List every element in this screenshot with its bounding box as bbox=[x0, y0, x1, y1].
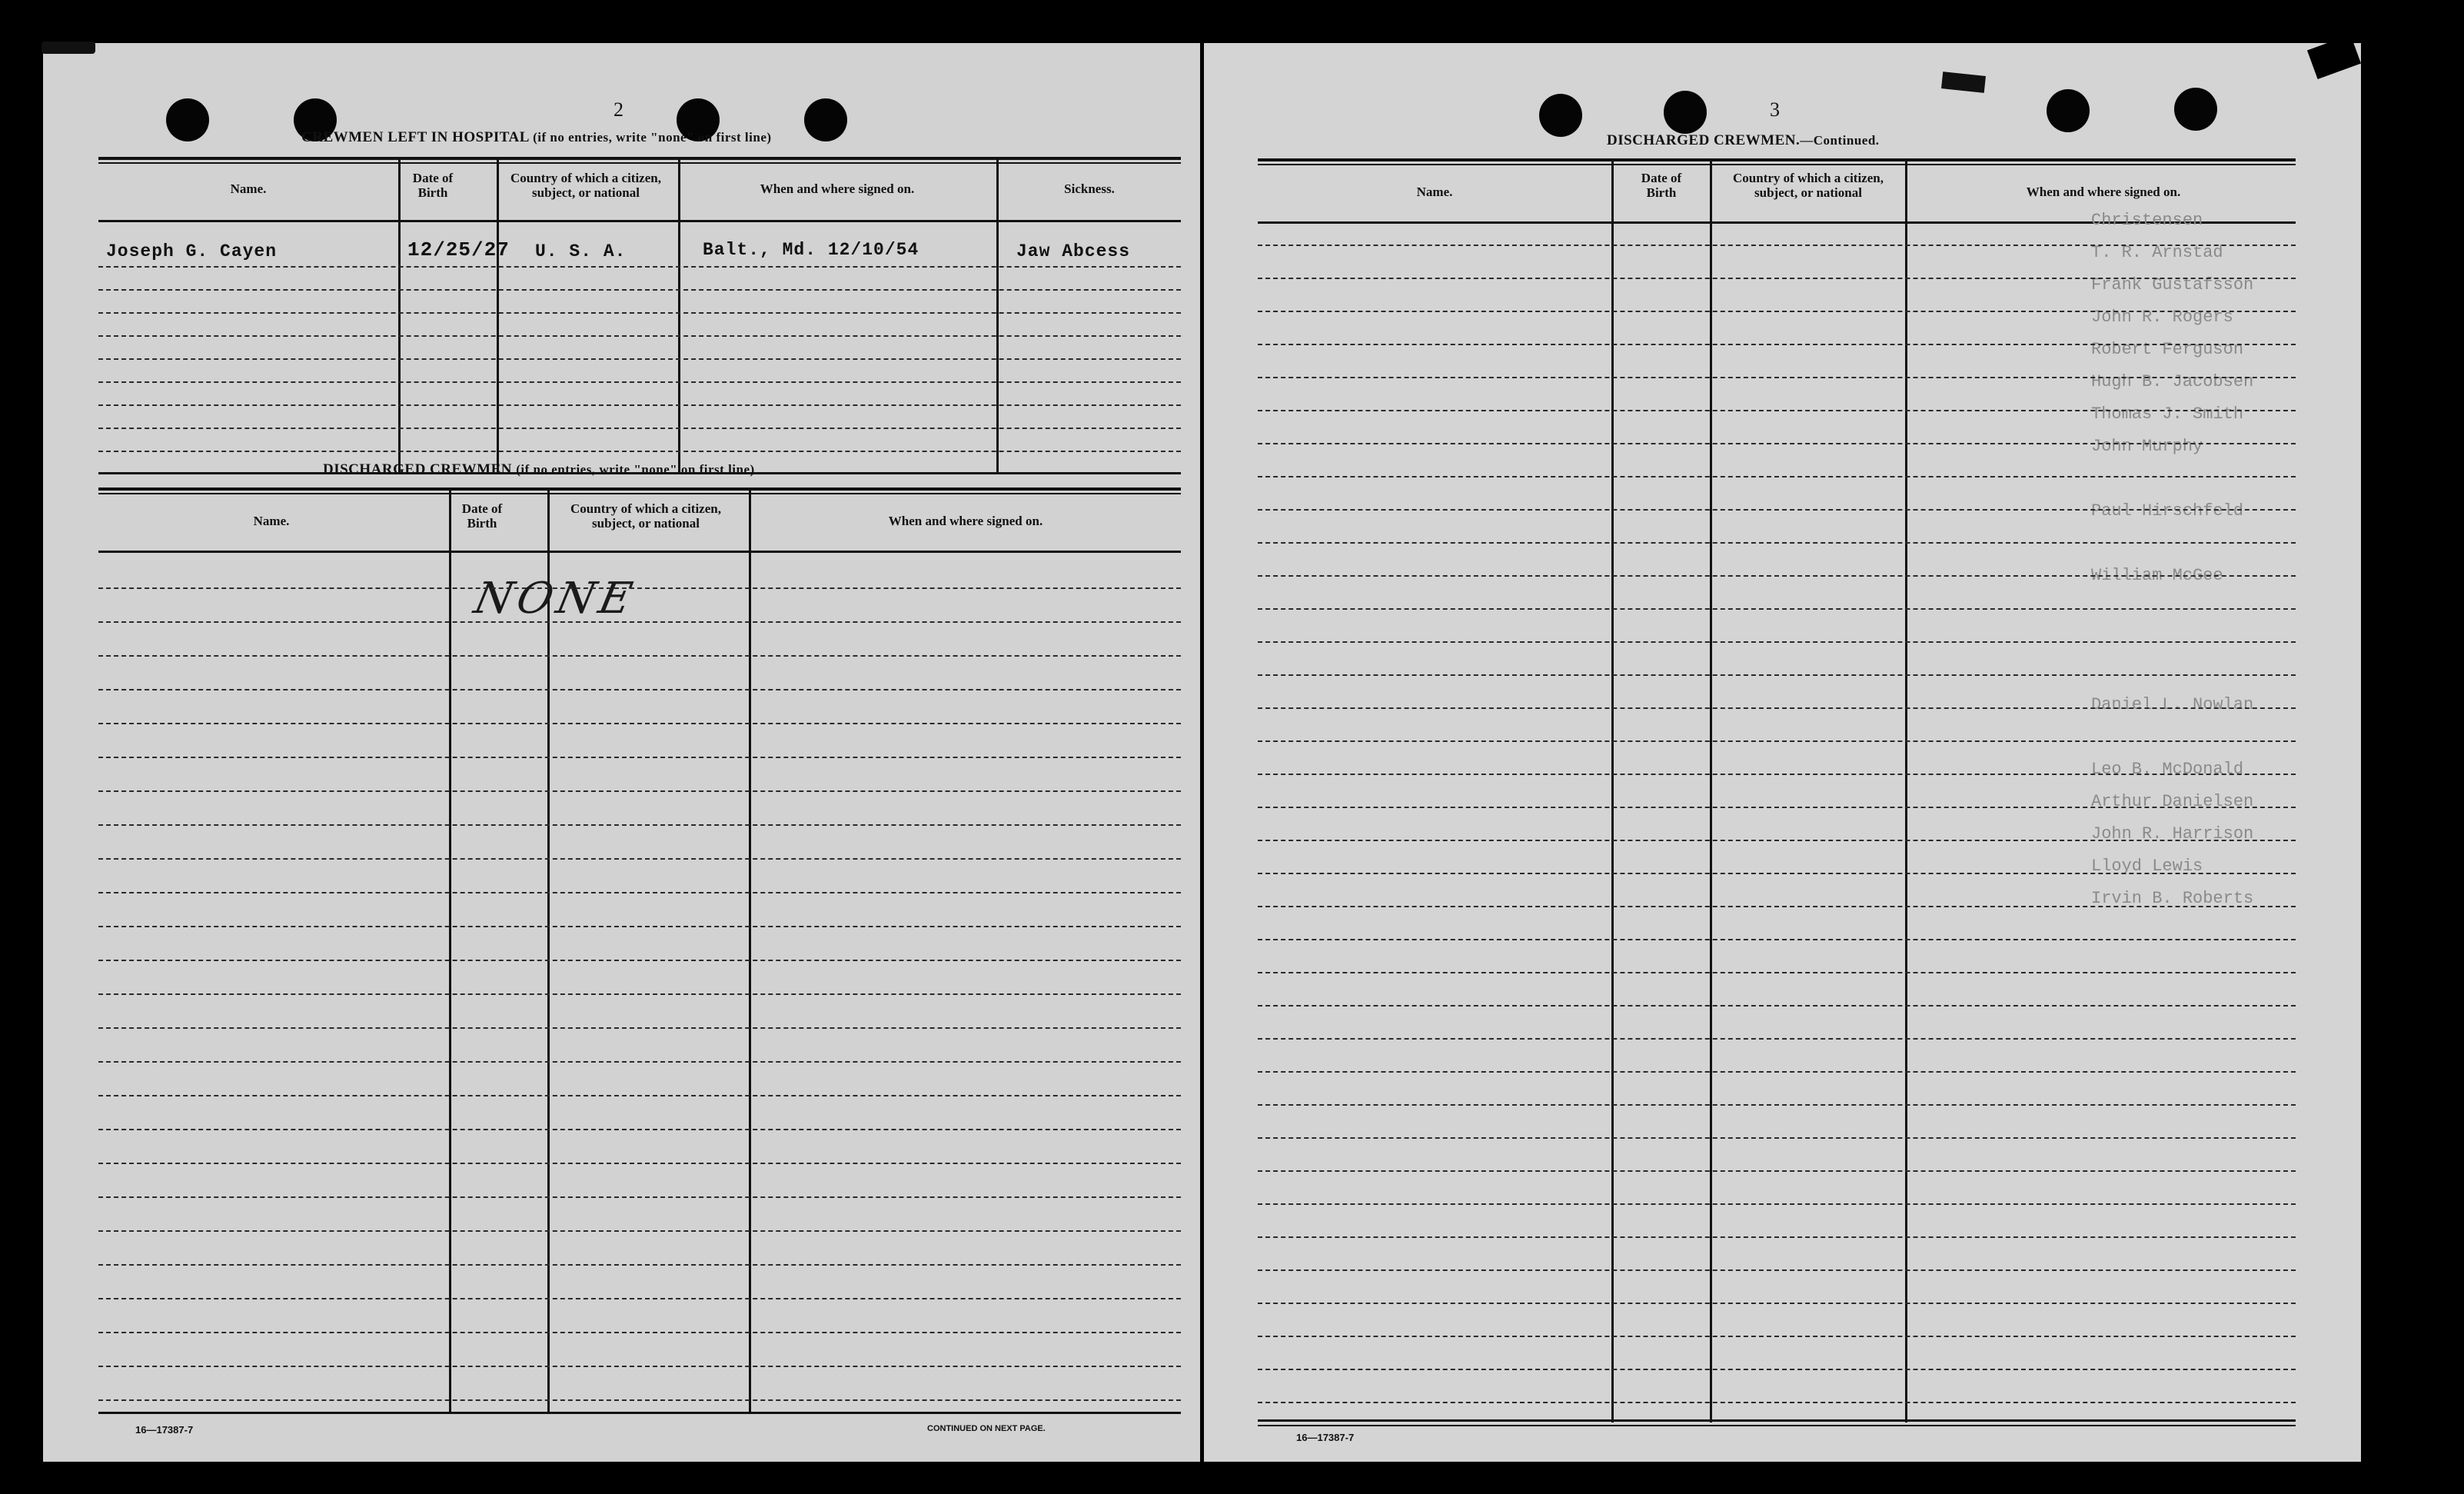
ruled-line bbox=[98, 1196, 1181, 1198]
ruled-line bbox=[98, 266, 1181, 268]
column-header-signed: When and where signed on. bbox=[888, 514, 1043, 528]
right-page bbox=[1204, 43, 2361, 1462]
ruled-line bbox=[1258, 443, 2296, 444]
divider-rule bbox=[98, 162, 1181, 164]
continued-suffix: —Continued. bbox=[1800, 133, 1880, 148]
ruled-line bbox=[98, 1230, 1181, 1232]
divider-rule bbox=[98, 220, 1181, 222]
ruled-line bbox=[98, 1095, 1181, 1096]
column-header-name: Name. bbox=[1416, 185, 1453, 199]
column-header-country: Country of which a citizen, subject, or national bbox=[570, 501, 721, 531]
column-header-name: Name. bbox=[253, 514, 290, 528]
column-divider bbox=[1905, 161, 1907, 1422]
ruled-line bbox=[1258, 1369, 2296, 1370]
bleed-through-text: John R. Harrison bbox=[2091, 824, 2254, 843]
hospital-entry-name: Joseph G. Cayen bbox=[106, 241, 278, 261]
column-header-country: Country of which a citizen, subject, or national bbox=[510, 171, 661, 200]
bleed-through-text: Hugh B. Jacobsen bbox=[2091, 372, 2254, 391]
ruled-line bbox=[1258, 1203, 2296, 1205]
column-divider bbox=[1611, 161, 1614, 1422]
ruled-line bbox=[1258, 1137, 2296, 1139]
binding-mark bbox=[42, 42, 95, 54]
tape-mark bbox=[1941, 72, 1986, 93]
ruled-line bbox=[1258, 245, 2296, 246]
ruled-line bbox=[1258, 278, 2296, 279]
discharged-instruction: (if no entries, write "none" on first line) bbox=[516, 462, 755, 477]
column-header-dob: Date of Birth bbox=[412, 171, 454, 200]
form-number: 16—17387-7 bbox=[135, 1424, 194, 1436]
discharged-title-text: DISCHARGED CREWMEN bbox=[323, 461, 512, 477]
column-header-country: Country of which a citizen, subject, or national bbox=[1733, 171, 1884, 200]
ruled-line bbox=[98, 1366, 1181, 1367]
ruled-line bbox=[1258, 873, 2296, 874]
column-divider bbox=[449, 491, 451, 1413]
ruled-line bbox=[98, 1129, 1181, 1130]
ruled-line bbox=[98, 757, 1181, 758]
bleed-through-text: Irvin B. Roberts bbox=[2091, 889, 2254, 908]
punch-hole bbox=[1539, 94, 1582, 137]
ruled-line bbox=[98, 381, 1181, 383]
ruled-line bbox=[98, 723, 1181, 724]
divider-rule bbox=[1258, 1419, 2296, 1422]
punch-hole bbox=[804, 98, 847, 141]
ruled-line bbox=[1258, 1236, 2296, 1238]
ruled-line bbox=[1258, 1104, 2296, 1106]
ruled-line bbox=[1258, 972, 2296, 973]
column-divider bbox=[749, 491, 751, 1413]
ruled-line bbox=[1258, 1170, 2296, 1172]
column-header-dob: Date of Birth bbox=[1641, 171, 1682, 200]
bleed-through-text: Robert Ferguson bbox=[2091, 340, 2244, 359]
ruled-line bbox=[98, 689, 1181, 690]
ruled-line bbox=[98, 312, 1181, 314]
ruled-line bbox=[1258, 575, 2296, 577]
page-number: 2 bbox=[614, 98, 623, 121]
divider-rule bbox=[1258, 164, 2296, 165]
bleed-through-text: Thomas J. Smith bbox=[2091, 404, 2244, 424]
divider-rule bbox=[98, 487, 1181, 491]
handwritten-none-entry: NONE bbox=[470, 574, 641, 624]
divider-rule bbox=[1258, 1425, 2296, 1426]
column-divider bbox=[398, 160, 401, 474]
ruled-line bbox=[98, 926, 1181, 927]
ruled-line bbox=[98, 289, 1181, 291]
ruled-line bbox=[1258, 939, 2296, 940]
column-divider bbox=[996, 160, 999, 474]
ruled-line bbox=[98, 587, 1181, 589]
ruled-line bbox=[98, 358, 1181, 360]
column-divider bbox=[547, 491, 550, 1413]
punch-hole bbox=[2174, 88, 2217, 131]
hospital-title-text: CREWMEN LEFT IN HOSPITAL bbox=[301, 129, 529, 145]
ruled-line bbox=[98, 428, 1181, 429]
bleed-through-text: Christensen bbox=[2091, 211, 2203, 230]
column-divider bbox=[1710, 161, 1712, 1422]
ruled-line bbox=[1258, 509, 2296, 511]
divider-rule bbox=[98, 157, 1181, 160]
ruled-line bbox=[98, 993, 1181, 995]
bleed-through-text: Arthur Danielsen bbox=[2091, 792, 2254, 811]
ruled-line bbox=[98, 1061, 1181, 1063]
ruled-line bbox=[98, 824, 1181, 826]
column-header-name: Name. bbox=[230, 181, 267, 196]
hospital-entry-sickness: Jaw Abcess bbox=[1016, 241, 1131, 261]
ruled-line bbox=[1258, 1402, 2296, 1403]
bleed-through-text: Paul Hirschfeld bbox=[2091, 501, 2244, 521]
page-number: 3 bbox=[1770, 98, 1780, 121]
hospital-section-title bbox=[301, 129, 772, 146]
ruled-line bbox=[1258, 476, 2296, 477]
divider-rule bbox=[98, 551, 1181, 553]
punch-hole bbox=[166, 98, 209, 141]
form-number: 16—17387-7 bbox=[1296, 1432, 1355, 1443]
ruled-line bbox=[98, 960, 1181, 961]
ruled-line bbox=[1258, 774, 2296, 775]
hospital-entry-country: U. S. A. bbox=[535, 241, 627, 261]
bleed-through-text: T. R. Arnstad bbox=[2091, 243, 2223, 262]
ruled-line bbox=[98, 1027, 1181, 1029]
ruled-line bbox=[1258, 1269, 2296, 1271]
divider-rule bbox=[1258, 158, 2296, 161]
ruled-line bbox=[98, 451, 1181, 452]
column-header-signed: When and where signed on. bbox=[2026, 185, 2181, 199]
ruled-line bbox=[1258, 1038, 2296, 1040]
ruled-line bbox=[98, 1163, 1181, 1164]
ruled-line bbox=[98, 1264, 1181, 1266]
bleed-through-text: John R. Rogers bbox=[2091, 308, 2233, 327]
ruled-line bbox=[1258, 1005, 2296, 1007]
ruled-line bbox=[98, 404, 1181, 406]
ruled-line bbox=[98, 1399, 1181, 1401]
ruled-line bbox=[1258, 344, 2296, 345]
ruled-line bbox=[1258, 740, 2296, 742]
ruled-line bbox=[1258, 840, 2296, 841]
ruled-line bbox=[1258, 542, 2296, 544]
column-divider bbox=[678, 160, 680, 474]
ruled-line bbox=[98, 790, 1181, 792]
ruled-line bbox=[1258, 377, 2296, 378]
bleed-through-text: Leo B. McDonald bbox=[2091, 760, 2244, 779]
bleed-through-text: William McGee bbox=[2091, 566, 2223, 585]
hospital-entry-dob: 12/25/27 bbox=[407, 238, 510, 261]
column-header-signed: When and where signed on. bbox=[760, 181, 915, 196]
punch-hole bbox=[1664, 91, 1707, 134]
left-page bbox=[43, 43, 1200, 1462]
ruled-line bbox=[98, 858, 1181, 860]
bleed-through-text: Lloyd Lewis bbox=[2091, 857, 2203, 876]
divider-rule bbox=[98, 493, 1181, 494]
ruled-line bbox=[1258, 674, 2296, 676]
ruled-line bbox=[98, 1332, 1181, 1333]
bleed-through-text: John Murphy bbox=[2091, 437, 2203, 456]
ruled-line bbox=[1258, 410, 2296, 411]
ruled-line bbox=[98, 335, 1181, 337]
tape-mark bbox=[2307, 35, 2361, 79]
discharged-continued-text: DISCHARGED CREWMEN. bbox=[1607, 132, 1801, 148]
bleed-through-text: Daniel L. Nowlan bbox=[2091, 695, 2254, 714]
hospital-instruction: (if no entries, write "none" on first line) bbox=[533, 130, 772, 145]
punch-hole bbox=[2047, 89, 2090, 132]
ruled-line bbox=[1258, 1071, 2296, 1073]
ruled-line bbox=[98, 655, 1181, 657]
ruled-line bbox=[1258, 311, 2296, 312]
column-header-dob: Date of Birth bbox=[461, 501, 503, 531]
ruled-line bbox=[1258, 1303, 2296, 1304]
ruled-line bbox=[98, 621, 1181, 623]
discharged-section-title bbox=[323, 461, 755, 478]
ruled-line bbox=[1258, 906, 2296, 907]
ruled-line bbox=[98, 1298, 1181, 1299]
ruled-line bbox=[1258, 807, 2296, 808]
column-divider bbox=[497, 160, 499, 474]
discharged-continued-title bbox=[1607, 132, 1880, 149]
ruled-line bbox=[98, 892, 1181, 893]
divider-rule bbox=[98, 1412, 1181, 1414]
hospital-entry-signed-on: Balt., Md. 12/10/54 bbox=[703, 240, 919, 260]
ruled-line bbox=[1258, 707, 2296, 709]
column-header-sickness: Sickness. bbox=[1064, 181, 1115, 196]
ruled-line bbox=[1258, 641, 2296, 643]
bleed-through-text: Frank Gustafsson bbox=[2091, 275, 2254, 294]
ruled-line bbox=[1258, 1336, 2296, 1337]
ruled-line bbox=[1258, 608, 2296, 610]
continued-note: CONTINUED ON NEXT PAGE. bbox=[927, 1424, 1046, 1433]
